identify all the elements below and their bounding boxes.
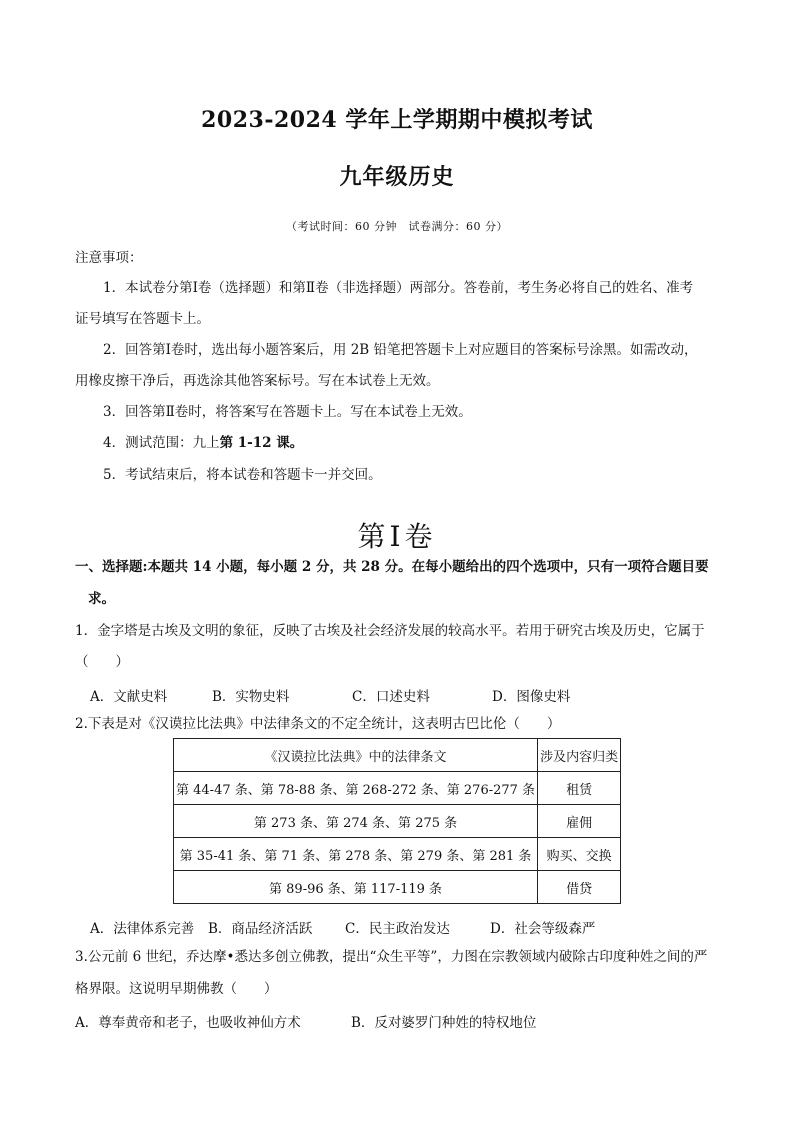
notice-item-4-label: 4．测试范围：九上 [103, 435, 220, 451]
table-cell-articles: 第 35-41 条、第 71 条、第 278 条、第 279 条、第 281 条 [174, 838, 538, 871]
q1-option-d: D．图像史料 [492, 689, 571, 705]
q3-stem: 3.公元前 6 世纪，乔达摩•悉达多创立佛教，提出“众生平等”，力图在宗教领域内破除古印度种姓之间的严 [75, 949, 708, 965]
notice-item-4 [103, 434, 303, 452]
table-cell-category: 借贷 [538, 871, 621, 904]
q2-stem: 2.下表是对《汉谟拉比法典》中法律条文的不定全统计，这表明古巴比伦（ ） [75, 716, 561, 732]
law-table [173, 738, 621, 904]
section-instruction-cont: 求。 [88, 591, 115, 607]
section-instruction [75, 558, 709, 576]
q1-stem-cont: （ ） [75, 654, 129, 670]
page-subtitle: 九年级历史 [339, 164, 455, 190]
page-title: 2023-2024 学年上学期期中模拟考试 [201, 107, 593, 133]
table-cell-articles: 第 44-47 条、第 78-88 条、第 268-272 条、第 276-277 条 [174, 772, 538, 805]
notice-item-5: 5．考试结束后，将本试卷和答题卡一并交回。 [103, 467, 382, 483]
q1-option-c: C．口述史料 [352, 689, 430, 705]
table-header-row [174, 739, 621, 772]
q1-option-a: A．文献史料 [90, 689, 168, 705]
notice-item-2-cont: 用橡皮擦干净后，再选涂其他答案标号。写在本试卷上无效。 [75, 373, 440, 389]
q2-option-d: D．社会等级森严 [490, 921, 596, 937]
notice-heading: 注意事项： [75, 250, 143, 266]
table-cell-category: 雇佣 [538, 805, 621, 838]
instruction-text: 本题共 14 小题，每小题 2 分，共 28 分。在每小题给出的四个选项中，只有一项符合题目要 [147, 559, 709, 575]
table-cell-category: 租赁 [538, 772, 621, 805]
q1-option-b: B．实物史料 [212, 689, 290, 705]
q2-option-c: C．民主政治发达 [345, 921, 450, 937]
notice-item-4-range: 第 1-12 课。 [219, 435, 304, 451]
table-row [174, 805, 621, 838]
table-header-articles: 《汉谟拉比法典》中的法律条文 [174, 739, 538, 772]
table-cell-articles: 第 89-96 条、第 117-119 条 [174, 871, 538, 904]
q1-stem: 1．金字塔是古埃及文明的象征，反映了古埃及社会经济发展的较高水平。若用于研究古埃及历史，它属于 [75, 623, 705, 639]
table-row [174, 772, 621, 805]
section-title: 第Ⅰ卷 [357, 520, 437, 553]
notice-item-2: 2．回答第Ⅰ卷时，选出每小题答案后，用 2B 铅笔把答题卡上对应题目的答案标号涂黑。如需改动， [103, 342, 698, 358]
table-cell-category: 购买、交换 [538, 838, 621, 871]
q3-option-b: B．反对婆罗门种姓的特权地位 [351, 1015, 537, 1031]
table-row [174, 838, 621, 871]
q3-stem-cont: 格界限。这说明早期佛教（ ） [75, 981, 278, 997]
q3-option-a: A．尊奉黄帝和老子，也吸收神仙方术 [75, 1015, 301, 1031]
q2-option-b: B．商品经济活跃 [208, 921, 313, 937]
q2-option-a: A．法律体系完善 [90, 921, 195, 937]
notice-item-1: 1．本试卷分第Ⅰ卷（选择题）和第Ⅱ卷（非选择题）两部分。答卷前，考生务必将自己的姓名、准考 [103, 280, 694, 296]
table-cell-articles: 第 273 条、第 274 条、第 275 条 [174, 805, 538, 838]
table-row [174, 871, 621, 904]
instruction-label: 一、选择题: [75, 559, 148, 575]
exam-info: （考试时间：60 分钟 试卷满分：60 分） [286, 220, 508, 233]
table-header-category: 涉及内容归类 [538, 739, 621, 772]
notice-item-1-cont: 证号填写在答题卡上。 [75, 311, 210, 327]
notice-item-3: 3．回答第Ⅱ卷时，将答案写在答题卡上。写在本试卷上无效。 [103, 404, 472, 420]
